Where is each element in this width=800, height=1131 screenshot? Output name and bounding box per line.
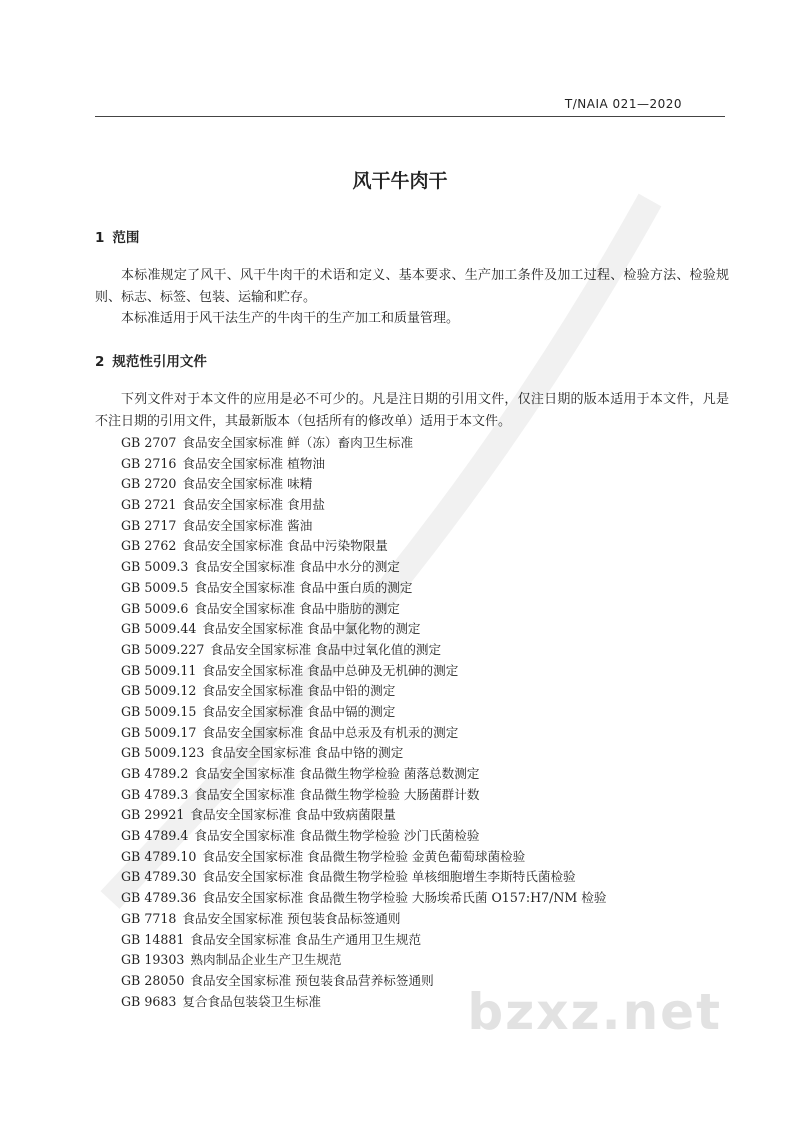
reference-item [121,599,606,620]
reference-code: GB 5009.3 [121,559,189,575]
reference-title: 食品安全国家标准 味精 [182,476,313,492]
reference-title: 食品安全国家标准 植物油 [182,455,325,471]
reference-item [121,433,606,454]
reference-item [121,785,606,806]
section-heading-scope [95,226,139,246]
reference-code: GB 19303 [121,952,185,968]
reference-title: 食品安全国家标准 食品中蛋白质的测定 [194,579,413,595]
scope-body [95,265,729,330]
reference-title: 食品安全国家标准 食品微生物学检验 沙门氏菌检验 [194,828,480,844]
reference-title: 食品安全国家标准 食品中总砷及无机砷的测定 [202,662,459,678]
reference-title: 食品安全国家标准 食品中污染物限量 [182,538,388,554]
reference-code: GB 4789.4 [121,828,189,844]
reference-item [121,619,606,640]
reference-code: GB 7718 [121,910,177,926]
reference-code: GB 29921 [121,807,185,823]
section-title: 规范性引用文件 [112,354,207,370]
reference-list [121,433,606,1012]
reference-item [121,805,606,826]
reference-title: 食品安全国家标准 食品微生物学检验 金黄色葡萄球菌检验 [202,848,526,864]
reference-item [121,950,606,971]
reference-item [121,557,606,578]
reference-item [121,743,606,764]
reference-title: 食品安全国家标准 酱油 [182,517,313,533]
reference-title: 食品安全国家标准 食品中氯化物的测定 [202,621,421,637]
reference-item [121,536,606,557]
reference-title: 食品安全国家标准 食品微生物学检验 大肠菌群计数 [194,786,480,802]
reference-title: 食品安全国家标准 食品微生物学检验 大肠埃希氏菌 O157:H7/NM 检验 [202,890,607,906]
reference-title: 食品安全国家标准 食品中总汞及有机汞的测定 [202,724,459,740]
reference-item [121,764,606,785]
header-rule [95,116,725,117]
reference-item [121,474,606,495]
reference-item [121,847,606,868]
reference-code: GB 5009.12 [121,683,197,699]
reference-code: GB 2707 [121,435,177,450]
reference-title: 食品安全国家标准 食品微生物学检验 单核细胞增生李斯特氏菌检验 [202,869,576,885]
reference-code: GB 2716 [121,455,177,471]
reference-code: GB 5009.17 [121,724,197,740]
reference-code: GB 4789.3 [121,786,189,802]
reference-code: GB 5009.44 [121,621,197,637]
reference-code: GB 14881 [121,931,185,947]
reference-code: GB 5009.15 [121,703,197,719]
scope-paragraph-2: 本标准适用于风干法生产的牛肉干的生产加工和质量管理。 [121,311,460,326]
reference-code: GB 2717 [121,517,177,533]
reference-title: 食品安全国家标准 预包装食品标签通则 [182,910,401,926]
reference-title: 食品安全国家标准 食品中脂肪的测定 [194,600,400,616]
section-heading-references [95,350,207,370]
reference-item [121,930,606,951]
reference-item [121,909,606,930]
reference-code: GB 4789.10 [121,848,197,864]
reference-title: 食品安全国家标准 食品中致病菌限量 [190,807,396,823]
reference-title: 食品安全国家标准 食品微生物学检验 菌落总数测定 [194,766,480,781]
reference-item [121,495,606,516]
reference-item [121,516,606,537]
reference-code: GB 5009.11 [121,662,197,678]
reference-title: 食品安全国家标准 食品中水分的测定 [194,559,400,575]
references-intro: 下列文件对于本文件的应用是必不可少的。凡是注日期的引用文件，仅注日期的版本适用于本文件，凡是不注日期的引用文件，其最新版本（包括所有的修改单）适用于本文件。 [95,392,729,429]
reference-title: 复合食品包装袋卫生标准 [182,993,321,1009]
reference-code: GB 5009.227 [121,641,205,657]
reference-item [121,888,606,909]
reference-code: GB 4789.2 [121,766,189,781]
reference-title: 熟肉制品企业生产卫生规范 [190,952,342,968]
reference-title: 食品安全国家标准 食品中镉的测定 [202,703,396,719]
reference-title: 食品安全国家标准 食品中过氧化值的测定 [210,641,442,657]
references-intro-block [95,389,729,432]
reference-title: 食品安全国家标准 预包装食品营养标签通则 [190,972,434,988]
reference-item [121,454,606,475]
watermark: bzxz.net [467,983,722,1041]
reference-code: GB 2720 [121,476,177,492]
reference-item [121,640,606,661]
scope-paragraph-1: 本标准规定了风干、风干牛肉干的术语和定义、基本要求、生产加工条件及加工过程、检验方法、检验规则、标志、标签、包装、运输和贮存。 [95,268,729,305]
document-title: 风干牛肉干 [352,170,448,192]
section-number: 1 [95,230,105,246]
reference-item [121,681,606,702]
reference-title: 食品安全国家标准 鲜（冻）畜肉卫生标准 [182,435,414,450]
reference-code: GB 4789.30 [121,869,197,885]
reference-code: GB 9683 [121,993,177,1009]
reference-item [121,661,606,682]
reference-code: GB 28050 [121,972,185,988]
reference-item [121,826,606,847]
reference-item [121,578,606,599]
reference-title: 食品安全国家标准 食品中铬的测定 [210,745,404,761]
section-title: 范围 [112,230,140,246]
reference-title: 食品安全国家标准 食用盐 [182,497,325,513]
reference-title: 食品安全国家标准 食品生产通用卫生规范 [190,931,422,947]
reference-code: GB 5009.6 [121,600,189,616]
reference-code: GB 2721 [121,497,177,513]
section-number: 2 [95,354,105,370]
reference-code: GB 5009.5 [121,579,189,595]
reference-item [121,702,606,723]
reference-code: GB 2762 [121,538,177,554]
reference-code: GB 5009.123 [121,745,205,761]
standard-code: T/NAIA 021—2020 [564,97,682,111]
reference-item [121,723,606,744]
reference-item [121,867,606,888]
reference-code: GB 4789.36 [121,890,197,906]
reference-title: 食品安全国家标准 食品中铅的测定 [202,683,396,699]
